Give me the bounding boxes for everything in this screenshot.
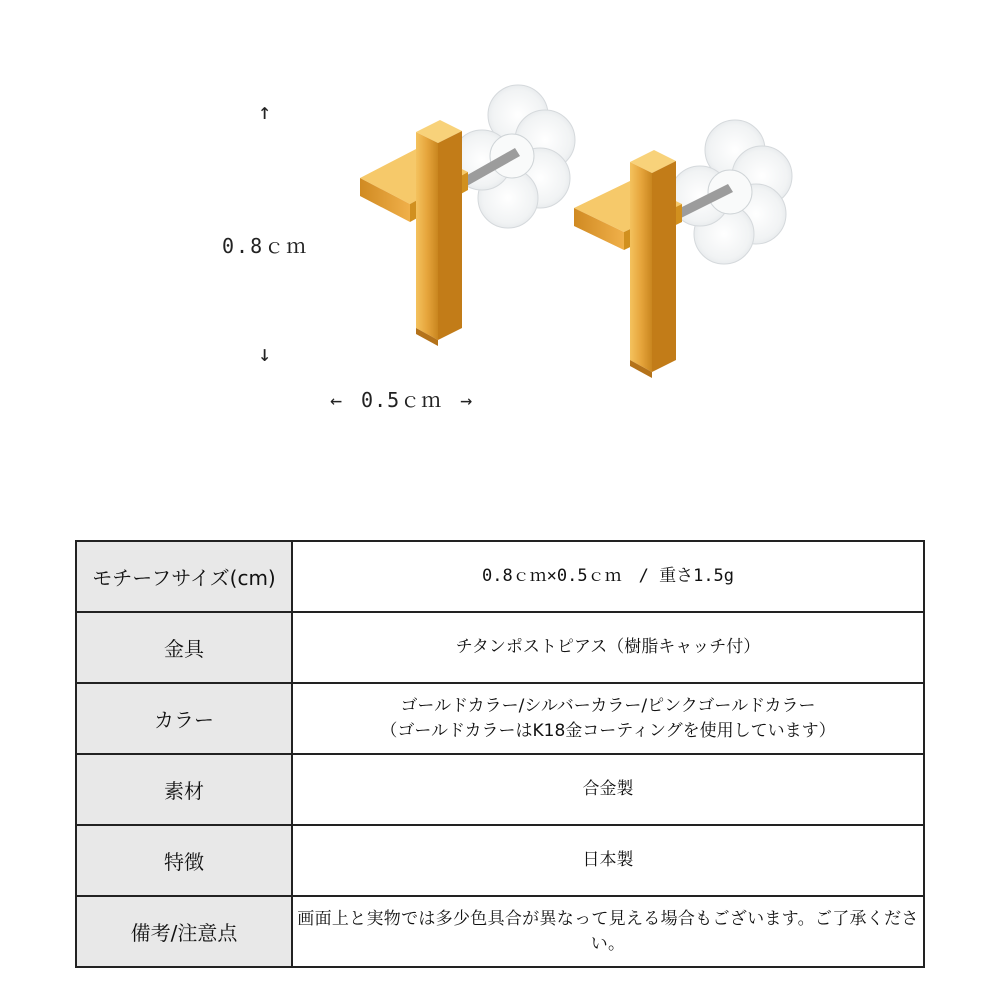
table-row: [76, 754, 924, 825]
spec-value-color-line-2: （ゴールドカラーはK18金コーティングを使用しています）: [380, 720, 836, 741]
table-row: [76, 612, 924, 683]
width-dimension-label: 0.5ｃｍ: [361, 388, 443, 412]
spec-value-notes: 画面上と実物では多少色具合が異なって見える場合もございます。ご了承ください。: [292, 896, 924, 967]
width-dimension: [330, 384, 491, 413]
spec-key-motif-size: モチーフサイズ(cm): [76, 541, 292, 612]
height-arrow-down-icon: ↓: [258, 342, 272, 367]
spec-key-notes: 備考/注意点: [76, 896, 292, 967]
spec-value-color: [292, 683, 924, 754]
height-dimension-label: 0.8ｃｍ: [222, 234, 309, 258]
spec-value-material: 合金製: [292, 754, 924, 825]
table-row: [76, 825, 924, 896]
spec-table: [75, 540, 925, 968]
width-arrow-right-icon: →: [460, 388, 474, 412]
earring-left: [360, 85, 575, 346]
earring-right: [574, 120, 792, 378]
table-row: [76, 896, 924, 967]
table-row: [76, 683, 924, 754]
width-arrow-left-icon: ←: [330, 388, 344, 412]
spec-value-feature: 日本製: [292, 825, 924, 896]
spec-value-color-line-1: ゴールドカラー/シルバーカラー/ピンクゴールドカラー: [400, 695, 816, 716]
table-row: [76, 541, 924, 612]
height-arrow-up-icon: ↑: [258, 100, 272, 125]
spec-key-feature: 特徴: [76, 825, 292, 896]
spec-value-motif-size: 0.8ｃｍ×0.5ｃｍ / 重さ1.5g: [292, 541, 924, 612]
spec-key-color: カラー: [76, 683, 292, 754]
spec-value-fitting: チタンポストピアス（樹脂キャッチ付）: [292, 612, 924, 683]
spec-key-fitting: 金具: [76, 612, 292, 683]
spec-key-material: 素材: [76, 754, 292, 825]
